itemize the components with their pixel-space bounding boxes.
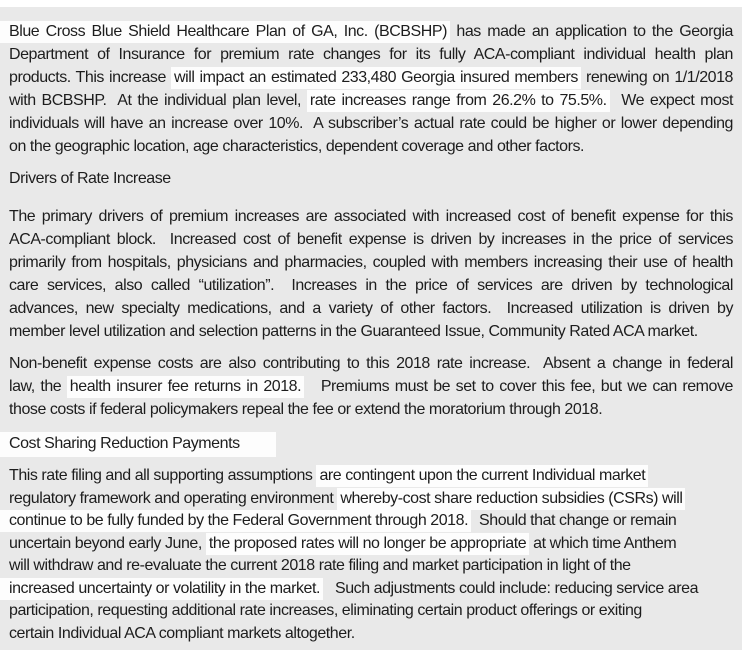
text-line [9, 623, 733, 646]
text-run: This rate filing and all supporting assumptions [9, 467, 317, 484]
text-run: Non-benefit expense costs are also contributing to this 2018 rate increase. Absent a change in federal [9, 355, 733, 372]
text-line [9, 205, 733, 228]
text-line [9, 320, 733, 343]
text-run: with BCBSHP. At the individual plan level, [9, 92, 307, 109]
text-line [9, 465, 733, 488]
text-run: renewing on 1/1/2018 [580, 69, 733, 86]
paragraph [9, 205, 733, 343]
highlighted-text-run: Cost Sharing Reduction Payments [0, 432, 276, 457]
section-heading [9, 432, 733, 455]
paragraph [9, 20, 733, 158]
text-run: regulatory framework and operating environment [9, 489, 338, 507]
text-run: advances, new specialty medications, and a variety of other factors. Increased utilization is driven by [9, 300, 733, 317]
text-run: products. This increase [9, 69, 171, 86]
highlighted-text-run: whereby-cost share reduction subsidies (CSRs) will [337, 488, 685, 510]
paragraph [9, 465, 733, 645]
text-run: uncertain beyond early June, [9, 534, 206, 552]
text-line [9, 297, 733, 320]
text-run: law, the [9, 378, 67, 395]
highlighted-text-run: health insurer fee returns in 2018. [67, 376, 304, 398]
text-run: We expect most [609, 92, 734, 109]
document-page [0, 7, 742, 650]
text-line [9, 251, 733, 274]
text-run: Drivers of Rate Increase [9, 170, 171, 187]
text-run: Such adjustments could include: reducing service area [323, 579, 699, 597]
text-line [9, 398, 733, 421]
text-line [9, 488, 733, 511]
highlighted-text-run: are contingent upon the current Individual market [316, 465, 648, 487]
highlighted-text-run: continue to be fully funded by the Federal Government through 2018. [0, 510, 471, 532]
text-run: care services, also called “utilization”. Increases in the price of services are driven by technological [9, 277, 733, 294]
text-run: member level utilization and selection patterns in the Guaranteed Issue, Community Rated ACA market. [9, 323, 698, 340]
page-top-margin [0, 0, 742, 7]
highlighted-text-run: will impact an estimated 233,480 Georgia insured members [171, 67, 581, 89]
text-run: Premiums must be set to cover this fee, but we can remove [304, 378, 734, 395]
text-run: individuals will have an increase over 10%. A subscriber’s actual rate could be higher or lower depending [9, 115, 733, 132]
text-line [9, 43, 733, 66]
highlighted-text-run: the proposed rates will no longer be appropriate [206, 533, 529, 555]
text-line [9, 20, 733, 43]
text-line [9, 167, 733, 190]
text-line [9, 510, 733, 533]
text-line [9, 600, 733, 623]
highlighted-text-run: Blue Cross Blue Shield Healthcare Plan of GA, Inc. (BCBSHP) [0, 21, 450, 43]
text-line [9, 432, 733, 455]
text-run: primarily from hospitals, physicians and pharmacies, coupled with members increasing their use of health [9, 254, 733, 271]
text-run: Should that change or remain [471, 512, 677, 529]
text-run: participation, requesting additional rate increases, eliminating certain product offerings or exiting [9, 602, 642, 619]
text-line [9, 352, 733, 375]
text-run: those costs if federal policymakers repeal the fee or extend the moratorium through 2018. [9, 401, 603, 418]
text-run: ACA-compliant block. Increased cost of benefit expense is driven by increases in the price of services [9, 231, 733, 248]
text-line [9, 274, 733, 297]
document-content [9, 20, 733, 645]
text-line [9, 228, 733, 251]
text-run: Department of Insurance for premium rate changes for its fully ACA-compliant individual health plan [9, 46, 733, 63]
text-line [9, 578, 733, 601]
text-run: has made an application to the Georgia [449, 23, 733, 40]
text-line [9, 533, 733, 556]
text-run: at which time Anthem [529, 534, 677, 552]
text-run: on the geographic location, age characteristics, dependent coverage and other factors. [9, 138, 585, 155]
highlighted-text-run: increased uncertainty or volatility in the market. [0, 578, 323, 600]
section-heading [9, 167, 733, 190]
text-line [9, 66, 733, 89]
text-line [9, 555, 733, 578]
text-run: The primary drivers of premium increases are associated with increased cost of benefit expense for this [9, 208, 733, 225]
text-line [9, 135, 733, 158]
text-run: will withdraw and re-evaluate the current 2018 rate filing and market participation in light of the [9, 557, 631, 574]
paragraph [9, 352, 733, 421]
text-line [9, 375, 733, 398]
text-line [9, 89, 733, 112]
highlighted-text-run: rate increases range from 26.2% to 75.5%. [307, 90, 610, 112]
text-line [9, 112, 733, 135]
text-run: certain Individual ACA compliant markets altogether. [9, 624, 355, 642]
